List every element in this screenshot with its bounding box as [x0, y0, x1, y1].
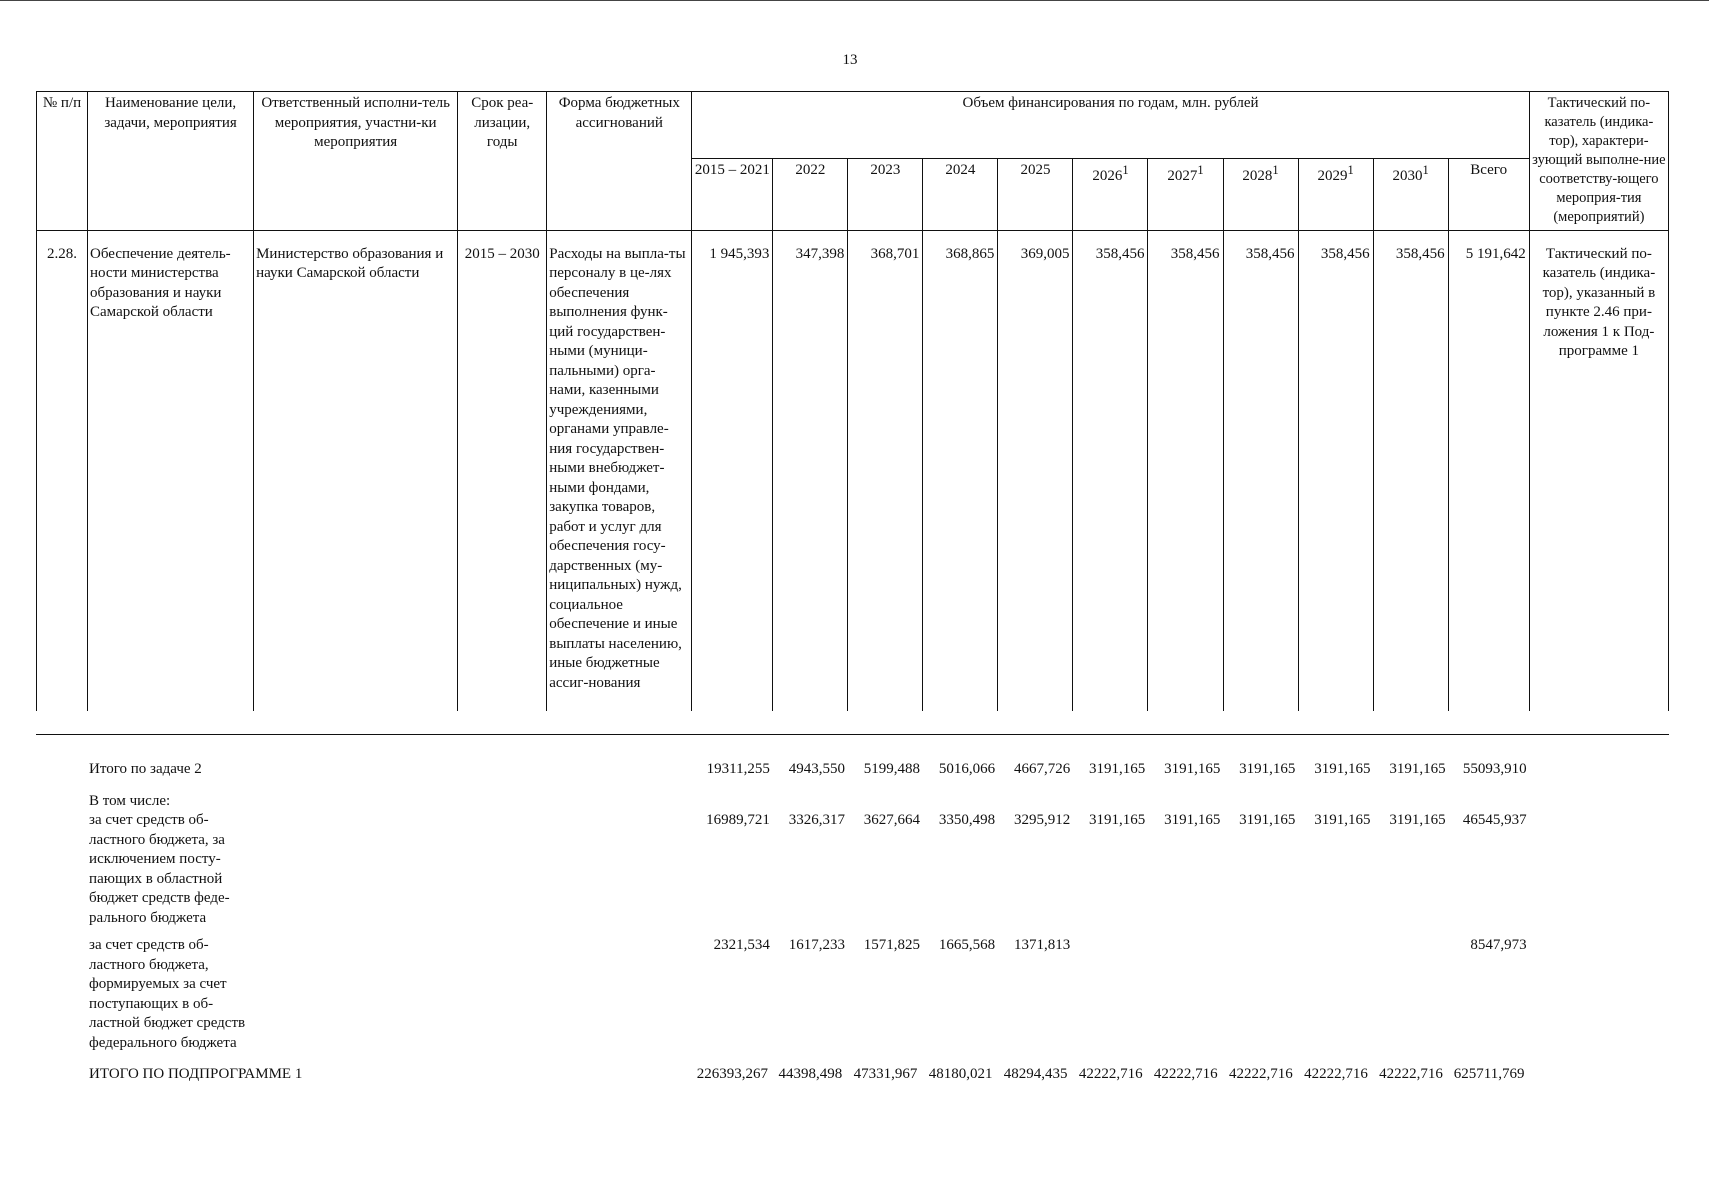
year-header: Всего: [1448, 159, 1529, 231]
footnote-mark: 1: [1272, 163, 1279, 177]
value-cell: 42222,716: [1379, 1066, 1443, 1082]
federal-budget-row: [36, 936, 1669, 1053]
row-period: 2015 – 2030: [458, 245, 547, 711]
value-cell: 48294,435: [1003, 1066, 1068, 1082]
value-cell: 42222,716: [1304, 1066, 1368, 1082]
value-cell: 3191,165: [1164, 761, 1221, 777]
year-header: 2029$^1$: [1298, 159, 1373, 231]
total-subprogram-label: ИТОГО ПО ПОДПРОГРАММЕ 1: [89, 1066, 303, 1082]
year-header: 2028$^1$: [1223, 159, 1298, 231]
header-responsible: Ответственный исполни-тель мероприятия, участни-ки мероприятия: [254, 92, 458, 231]
header-form: Форма бюджетных ассигнований: [547, 92, 692, 231]
value-cell: 358,456: [1223, 245, 1298, 711]
value-cell: 358,456: [1073, 245, 1148, 711]
value-cell: 3191,165: [1164, 812, 1221, 828]
scan-top-edge: [0, 0, 1709, 1]
value-cell: 226393,267: [696, 1066, 768, 1082]
value-cell: 3191,165: [1089, 812, 1146, 828]
value-cell: [1374, 936, 1449, 1053]
footnote-mark: 1: [1347, 163, 1354, 177]
header-period: Срок реа-лизации, годы: [458, 92, 547, 231]
value-cell: 5016,066: [938, 761, 996, 777]
total-task-row: [36, 760, 1669, 780]
year-header: 2025: [998, 159, 1073, 231]
value-cell: 5 191,642: [1448, 245, 1529, 711]
table-bottom-edge: [36, 734, 1669, 735]
row-name: Обеспечение деятель-ности министерства образования и науки Самарской области: [88, 245, 254, 711]
row-form: Расходы на выпла-ты персоналу в це-лях обеспечения выполнения функ-ций государствен-ными (муници-пальными) орга-нами, казенными учреждениями, органами управле-ния государствен-ными внебюджет-ными фондами, закупка товаров, работ и услуг для обеспечения госу-дарственных (му-ниципальных) нужд, социальное обеспечение и иные выплаты населению, иные бюджетные ассиг-нования: [547, 245, 692, 711]
value-cell: 42222,716: [1153, 1066, 1218, 1082]
value-cell: 3191,165: [1389, 812, 1446, 828]
value-cell: 55093,910: [1462, 761, 1527, 777]
value-cell: 44398,498: [778, 1066, 843, 1082]
value-cell: 1571,825: [863, 937, 921, 953]
value-cell: 4943,550: [788, 761, 845, 777]
value-cell: 46545,937: [1462, 812, 1527, 828]
value-cell: [1223, 936, 1298, 1053]
value-cell: [1148, 936, 1223, 1053]
value-cell: 368,865: [923, 245, 998, 711]
value-cell: 347,398: [773, 245, 848, 711]
year-header: 2027$^1$: [1148, 159, 1223, 231]
total-task-label: Итого по задаче 2: [89, 761, 202, 777]
value-cell: 3191,165: [1314, 812, 1371, 828]
row-responsible: Министерство образования и науки Самарской области: [254, 245, 458, 711]
regional-budget-label: за счет средств об-ластного бюджета, за исключением посту-пающих в областной бюджет средств феде-рального бюджета: [89, 812, 230, 926]
header-name: Наименование цели, задачи, мероприятия: [88, 92, 254, 231]
value-cell: 1 945,393: [692, 245, 773, 711]
value-cell: 8547,973: [1470, 937, 1527, 953]
value-cell: 47331,967: [853, 1066, 918, 1082]
footnote-mark: 1: [1122, 163, 1129, 177]
footnote-mark: 1: [1422, 163, 1429, 177]
year-header: 2024: [923, 159, 998, 231]
value-cell: 1665,568: [938, 937, 996, 953]
total-subprogram-row: [36, 1065, 1669, 1085]
value-cell: 3326,317: [788, 812, 845, 828]
totals-table: [36, 760, 1669, 1085]
year-header: 2022: [773, 159, 848, 231]
value-cell: 3191,165: [1389, 761, 1446, 777]
header-indicator: Тактический по-казатель (индика-тор), характери-зующий выполне-ние соответству-ющего мероприя-тия (мероприятий): [1529, 92, 1668, 231]
value-cell: 19311,255: [706, 761, 770, 777]
value-cell: 3191,165: [1089, 761, 1146, 777]
value-cell: 3191,165: [1239, 761, 1296, 777]
value-cell: 3191,165: [1239, 812, 1296, 828]
row-indicator: Тактический по-казатель (индика-тор), указанный в пункте 2.46 при-ложения 1 к Под-программе 1: [1529, 245, 1668, 711]
header-num: № п/п: [37, 92, 88, 231]
value-cell: 3350,498: [938, 812, 996, 828]
including-label: В том числе:: [89, 792, 171, 809]
value-cell: 48180,021: [928, 1066, 993, 1082]
value-cell: 4667,726: [1013, 761, 1071, 777]
year-header: 2026$^1$: [1073, 159, 1148, 231]
header-volume: Объем финансирования по годам, млн. рублей: [692, 92, 1529, 159]
value-cell: 3627,664: [863, 812, 921, 828]
value-cell: 1371,813: [1013, 937, 1071, 953]
value-cell: 625711,769: [1453, 1066, 1525, 1082]
year-header: 2023: [848, 159, 923, 231]
value-cell: 358,456: [1148, 245, 1223, 711]
value-cell: 1617,233: [788, 937, 845, 953]
financing-table: [36, 91, 1669, 711]
value-cell: [1298, 936, 1373, 1053]
federal-budget-label: за счет средств об-ластного бюджета, формируемых за счет поступающих в об-ластной бюджет средств федерального бюджета: [89, 937, 246, 1051]
value-cell: 3191,165: [1314, 761, 1371, 777]
value-cell: 369,005: [998, 245, 1073, 711]
value-cell: [1073, 936, 1148, 1053]
footnote-mark: 1: [1197, 163, 1204, 177]
value-cell: 358,456: [1373, 245, 1448, 711]
row-num: 2.28.: [37, 245, 88, 711]
table-row: [37, 245, 1669, 711]
value-cell: 3295,912: [1013, 812, 1071, 828]
including-row: [36, 792, 1669, 812]
year-header: 2015 – 2021: [692, 159, 773, 231]
value-cell: 42222,716: [1078, 1066, 1143, 1082]
value-cell: 16989,721: [706, 812, 770, 828]
value-cell: 42222,716: [1229, 1066, 1293, 1082]
value-cell: 2321,534: [713, 937, 770, 953]
regional-budget-row: [36, 811, 1669, 928]
page-number: 13: [842, 52, 858, 68]
value-cell: 368,701: [848, 245, 923, 711]
value-cell: 358,456: [1298, 245, 1373, 711]
value-cell: 5199,488: [863, 761, 921, 777]
year-header: 2030$^1$: [1373, 159, 1448, 231]
